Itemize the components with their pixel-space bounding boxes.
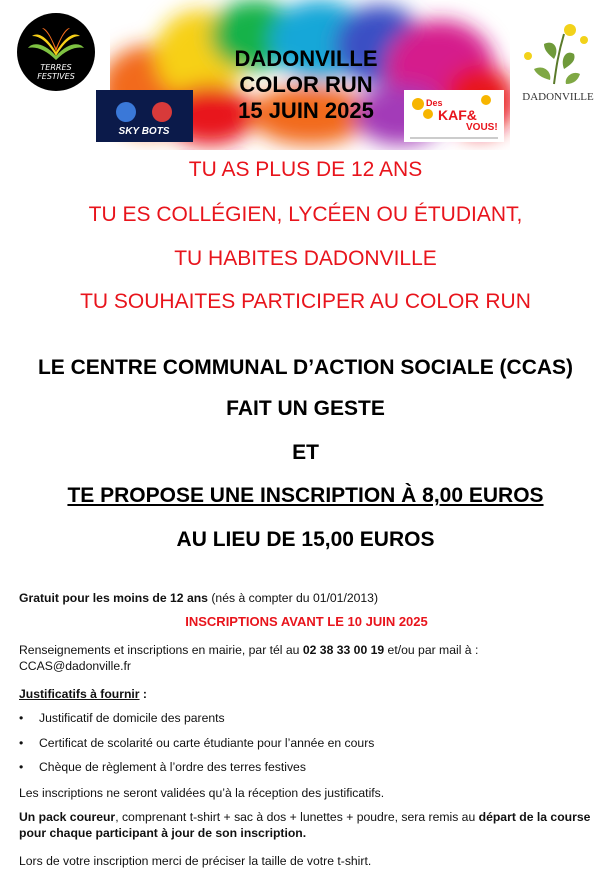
logo-right-text: DADONVILLE: [522, 91, 594, 103]
red-line-student: TU ES COLLÉGIEN, LYCÉEN OU ÉTUDIANT,: [88, 203, 523, 226]
and-heading: ET: [292, 441, 319, 464]
deadline: INSCRIPTIONS AVANT LE 10 JUIN 2025: [185, 614, 428, 629]
ccas-heading: LE CENTRE COMMUNAL D’ACTION SOCIALE (CCAS): [37, 356, 574, 379]
badge2-text2: KAF&: [438, 107, 477, 123]
badge2-text1: Des: [426, 98, 443, 108]
doc-item-label: Justificatif de domicile des parents: [39, 711, 225, 725]
red-line-age: TU AS PLUS DE 12 ANS: [188, 158, 423, 181]
event-title-line2: COLOR RUN: [239, 72, 373, 97]
des-kaf-et-vous-badge: [404, 90, 504, 142]
gesture-heading: FAIT UN GESTE: [226, 397, 385, 420]
event-title: [200, 46, 412, 124]
offer-heading: TE PROPOSE UNE INSCRIPTION À 8,00 EUROS: [67, 484, 544, 507]
contact-pre: Renseignements et inscriptions en mairie, par tél au: [19, 643, 303, 657]
bullet-icon: •: [19, 736, 24, 750]
email-link[interactable]: CCAS@dadonville.fr: [19, 659, 131, 673]
free-bold: Gratuit pour les moins de 12 ans: [19, 591, 208, 605]
bullet-icon: •: [19, 760, 24, 774]
contact-mid: et/ou par mail à :: [384, 643, 479, 657]
doc-item-label: Certificat de scolarité ou carte étudiante pour l’année en cours: [39, 736, 375, 750]
logo-left-text1: TERRES: [40, 63, 72, 72]
doc-item: [19, 711, 225, 725]
event-title-line3: 15 JUIN 2025: [238, 98, 374, 123]
badge1-text: SKY BOTS: [118, 126, 170, 137]
docs-title: Justificatifs à fournir: [19, 687, 140, 701]
doc-item-label: Chèque de règlement à l’ordre des terres festives: [39, 760, 306, 774]
offer-heading-wrap: [0, 484, 611, 508]
runner-pack: [19, 809, 594, 841]
logo-left-text2: FESTIVES: [37, 72, 75, 81]
docs-colon: :: [139, 687, 147, 701]
pack-bold1: Un pack coureur: [19, 810, 116, 824]
red-line-resident: TU HABITES DADONVILLE: [174, 247, 437, 270]
skybots-badge: [96, 90, 193, 142]
instead-heading: AU LIEU DE 15,00 EUROS: [176, 528, 435, 551]
badge2-text3: VOUS!: [466, 122, 498, 133]
dadonville-logo: [514, 14, 602, 106]
terres-festives-logo: [16, 12, 96, 92]
event-title-line1: DADONVILLE: [234, 46, 378, 71]
contact-info: [19, 642, 594, 674]
pack-bold3: pour chaque participant à jour de son inscription.: [19, 826, 307, 840]
bullet-icon: •: [19, 711, 24, 725]
doc-item: [19, 736, 374, 750]
pack-mid: , comprenant t-shirt + sac à dos + lunettes + poudre, sera remis au: [115, 810, 479, 824]
pack-bold2: départ de la course: [478, 810, 591, 824]
free-rest: (nés à compter du 01/01/2013): [207, 591, 379, 605]
phone-number[interactable]: 02 38 33 00 19: [302, 643, 385, 657]
doc-item: [19, 760, 306, 774]
docs-title-line: [19, 686, 594, 702]
validation-note: Les inscriptions ne seront validées qu’à la réception des justificatifs.: [19, 786, 385, 800]
free-under-12: [19, 590, 594, 606]
tshirt-note: Lors de votre inscription merci de préciser la taille de votre t-shirt.: [19, 854, 372, 868]
red-line-participate: TU SOUHAITES PARTICIPER AU COLOR RUN: [80, 290, 531, 313]
